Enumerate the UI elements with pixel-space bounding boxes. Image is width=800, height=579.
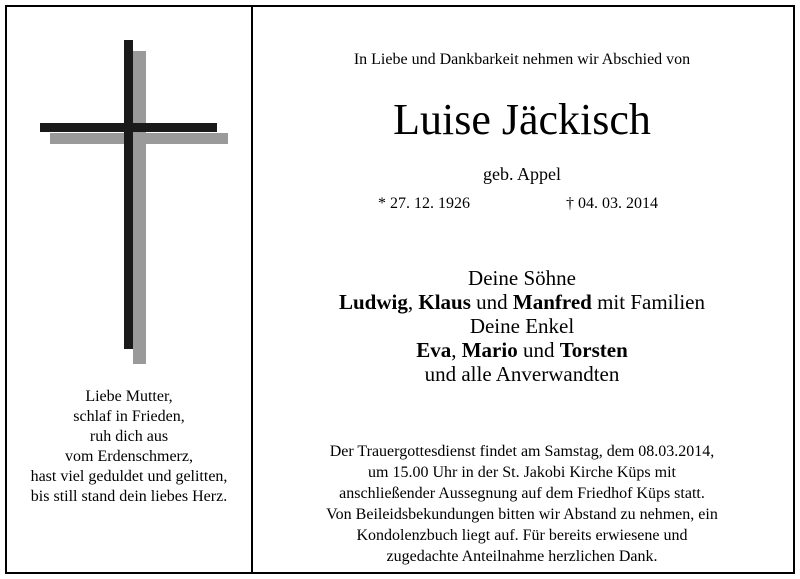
- mourners-line: Deine Enkel: [469, 314, 575, 338]
- mourners-line: [253, 290, 791, 314]
- cross-shadow-vertical: [133, 51, 146, 364]
- conjunction: und: [517, 338, 560, 362]
- notice-line: um 15.00 Uhr in der St. Jakobi Kirche Küps mit: [368, 464, 676, 481]
- son-name: Klaus: [418, 290, 471, 314]
- notice-line: anschließender Aussegnung auf dem Friedhof Küps statt.: [339, 485, 705, 502]
- separator: ,: [407, 290, 419, 314]
- poem-line: vom Erdenschmerz,: [65, 448, 193, 465]
- death-date: † 04. 03. 2014: [566, 195, 658, 212]
- poem-line: hast viel geduldet und gelitten,: [30, 468, 228, 485]
- cross-icon: [7, 7, 251, 377]
- mourners-line: und alle Anverwandten: [424, 362, 620, 386]
- cross-bar-horizontal: [40, 123, 217, 132]
- separator: ,: [451, 338, 462, 362]
- notice-line: zugedachte Anteilnahme herzlichen Dank.: [386, 548, 658, 565]
- cross-bar-vertical: [124, 40, 133, 349]
- poem-line: bis still stand dein liebes Herz.: [30, 488, 228, 505]
- poem-line: schlaf in Frieden,: [73, 408, 185, 425]
- grandchild-name: Torsten: [559, 338, 628, 362]
- son-name: Ludwig: [338, 290, 408, 314]
- maiden-name: geb. Appel: [483, 164, 561, 184]
- right-panel: [253, 7, 791, 572]
- poem: [7, 387, 251, 507]
- conjunction: und: [470, 290, 513, 314]
- son-name: Manfred: [512, 290, 592, 314]
- grandchild-name: Mario: [461, 338, 518, 362]
- left-panel: [7, 7, 251, 572]
- mourners-list: [253, 266, 791, 386]
- suffix: mit Familien: [591, 290, 705, 314]
- notice-line: Von Beileidsbekundungen bitten wir Abstand zu nehmen, ein: [326, 506, 718, 523]
- deceased-name: Luise Jäckisch: [393, 95, 651, 144]
- notice-line: Kondolenzbuch liegt auf. Für bereits erwiesene und: [356, 527, 688, 544]
- service-notice: [253, 441, 791, 567]
- mourners-line: [253, 338, 791, 362]
- cross-shadow-horizontal: [50, 133, 228, 144]
- poem-line: Liebe Mutter,: [85, 388, 173, 405]
- notice-line: Der Trauergottesdienst findet am Samstag, dem 08.03.2014,: [329, 443, 715, 460]
- birth-date: * 27. 12. 1926: [378, 195, 470, 212]
- intro-text: In Liebe und Dankbarkeit nehmen wir Abschied von: [353, 51, 691, 68]
- poem-line: ruh dich aus: [89, 428, 169, 445]
- grandchild-name: Eva: [416, 338, 452, 362]
- mourners-line: Deine Söhne: [468, 266, 576, 290]
